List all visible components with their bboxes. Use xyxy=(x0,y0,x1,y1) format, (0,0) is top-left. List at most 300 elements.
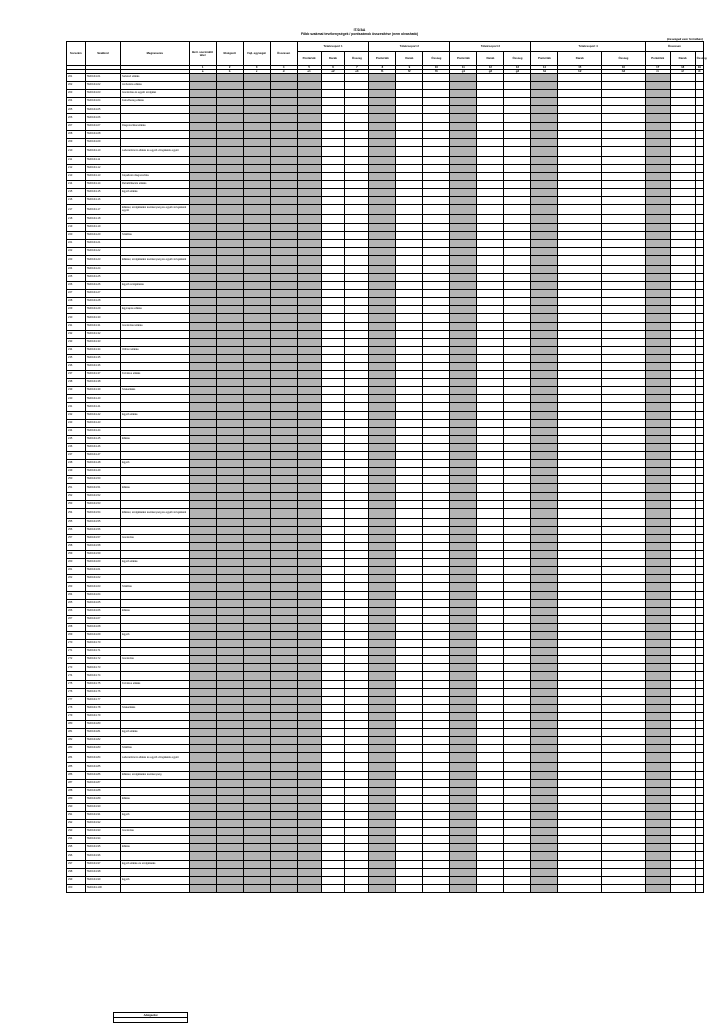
table-row xyxy=(67,559,704,567)
table-row xyxy=(67,223,704,231)
data-cell xyxy=(297,712,321,720)
row-no: 206 xyxy=(67,114,86,122)
row-code: TEDC44-35 xyxy=(85,354,120,362)
data-cell xyxy=(297,122,321,130)
data-cell xyxy=(558,443,602,451)
data-cell xyxy=(189,98,216,106)
data-cell xyxy=(369,255,396,265)
data-cell xyxy=(243,346,270,354)
data-cell xyxy=(396,273,423,281)
data-cell xyxy=(531,231,558,239)
data-cell xyxy=(645,737,670,745)
data-cell xyxy=(450,371,477,379)
data-cell xyxy=(369,534,396,542)
data-cell xyxy=(558,223,602,231)
data-cell xyxy=(189,664,216,672)
data-cell xyxy=(602,181,646,189)
data-cell xyxy=(297,623,321,631)
data-cell xyxy=(450,876,477,884)
data-cell xyxy=(369,640,396,648)
row-code: TEDC44-90 xyxy=(85,803,120,811)
header-egyedi-4: Összesen xyxy=(270,42,297,66)
data-cell xyxy=(216,534,243,542)
row-code: TEDC44-77 xyxy=(85,696,120,704)
data-cell xyxy=(450,247,477,255)
data-cell xyxy=(270,680,297,688)
data-cell xyxy=(531,876,558,884)
data-cell xyxy=(369,583,396,591)
column-number: 9 xyxy=(396,66,423,70)
data-cell xyxy=(504,656,531,664)
data-cell xyxy=(670,828,695,836)
data-cell xyxy=(645,860,670,868)
data-cell xyxy=(216,468,243,476)
row-code: TEDC44-06 xyxy=(85,114,120,122)
data-cell xyxy=(369,138,396,146)
data-cell xyxy=(531,468,558,476)
data-cell xyxy=(423,852,450,860)
data-cell xyxy=(345,164,369,172)
data-cell xyxy=(645,680,670,688)
data-cell xyxy=(321,599,345,607)
data-cell xyxy=(396,844,423,852)
data-cell xyxy=(243,737,270,745)
data-cell xyxy=(189,460,216,468)
table-row xyxy=(67,696,704,704)
data-cell xyxy=(602,836,646,844)
data-cell xyxy=(396,583,423,591)
column-number: 6 xyxy=(321,66,345,70)
data-cell xyxy=(189,330,216,338)
data-cell xyxy=(645,205,670,215)
data-cell xyxy=(270,607,297,615)
data-cell xyxy=(558,884,602,892)
row-code: TEDC44-29 xyxy=(85,306,120,314)
data-cell xyxy=(345,298,369,306)
data-cell xyxy=(602,492,646,500)
data-cell xyxy=(531,542,558,550)
data-cell xyxy=(504,844,531,852)
table-row xyxy=(67,632,704,640)
document-title: IT/2/AA xyxy=(353,28,366,32)
data-cell xyxy=(558,771,602,779)
row-name: Gondozás xyxy=(121,656,190,664)
header-sub: Pontérték xyxy=(369,52,396,66)
column-number: 19 xyxy=(695,66,703,70)
data-cell xyxy=(602,411,646,419)
data-cell xyxy=(450,74,477,82)
data-cell xyxy=(297,354,321,362)
data-cell xyxy=(695,623,703,631)
data-cell xyxy=(558,146,602,156)
data-cell xyxy=(477,868,504,876)
data-cell xyxy=(531,363,558,371)
data-cell xyxy=(558,567,602,575)
data-cell xyxy=(602,599,646,607)
data-cell xyxy=(270,346,297,354)
data-cell xyxy=(695,607,703,615)
data-cell xyxy=(645,729,670,737)
data-cell xyxy=(531,395,558,403)
data-cell xyxy=(345,106,369,114)
data-cell xyxy=(369,745,396,753)
data-cell xyxy=(645,74,670,82)
data-cell xyxy=(189,712,216,720)
data-cell xyxy=(243,90,270,98)
row-code: TEDC44-60 xyxy=(85,559,120,567)
data-cell xyxy=(602,146,646,156)
table-row xyxy=(67,656,704,664)
data-cell xyxy=(369,106,396,114)
row-name: Gondozás xyxy=(121,534,190,542)
data-cell xyxy=(602,468,646,476)
data-cell xyxy=(297,476,321,484)
data-cell xyxy=(345,534,369,542)
data-cell xyxy=(477,500,504,508)
data-cell xyxy=(558,189,602,197)
data-cell xyxy=(216,98,243,106)
row-name xyxy=(121,223,190,231)
data-cell xyxy=(423,181,450,189)
data-cell xyxy=(670,173,695,181)
data-cell xyxy=(396,712,423,720)
data-cell xyxy=(270,411,297,419)
data-cell xyxy=(423,371,450,379)
data-cell xyxy=(477,460,504,468)
data-cell xyxy=(531,860,558,868)
data-cell xyxy=(602,205,646,215)
data-cell xyxy=(396,632,423,640)
data-cell xyxy=(423,156,450,164)
data-cell xyxy=(369,403,396,411)
data-cell xyxy=(558,354,602,362)
table-row xyxy=(67,803,704,811)
data-cell xyxy=(189,273,216,281)
data-cell xyxy=(504,868,531,876)
row-name xyxy=(121,443,190,451)
row-code: TEDC44-63 xyxy=(85,583,120,591)
data-cell xyxy=(531,255,558,265)
data-cell xyxy=(243,205,270,215)
data-cell xyxy=(645,106,670,114)
data-cell xyxy=(423,265,450,273)
data-cell xyxy=(396,664,423,672)
data-cell xyxy=(270,542,297,550)
data-cell xyxy=(369,395,396,403)
data-cell xyxy=(297,330,321,338)
data-cell xyxy=(695,615,703,623)
data-cell xyxy=(531,90,558,98)
data-cell xyxy=(558,640,602,648)
data-cell xyxy=(477,615,504,623)
data-cell xyxy=(297,138,321,146)
row-name xyxy=(121,298,190,306)
data-cell xyxy=(321,575,345,583)
data-cell xyxy=(531,371,558,379)
row-code: TEDC44-38 xyxy=(85,379,120,387)
data-cell xyxy=(270,90,297,98)
data-cell xyxy=(396,346,423,354)
data-cell xyxy=(321,508,345,518)
data-cell xyxy=(270,330,297,338)
data-cell xyxy=(216,771,243,779)
data-cell xyxy=(602,164,646,172)
data-cell xyxy=(189,753,216,763)
data-cell xyxy=(602,559,646,567)
table-row xyxy=(67,90,704,98)
data-cell xyxy=(297,559,321,567)
data-cell xyxy=(216,656,243,664)
data-cell xyxy=(321,852,345,860)
column-letter: h3 xyxy=(602,70,646,74)
data-cell xyxy=(396,354,423,362)
data-cell xyxy=(396,106,423,114)
row-no: 230 xyxy=(67,314,86,322)
data-cell xyxy=(423,282,450,290)
data-cell xyxy=(216,231,243,239)
data-cell xyxy=(450,156,477,164)
data-cell xyxy=(645,591,670,599)
data-cell xyxy=(531,729,558,737)
row-name: Egyéb ellátás és szolgáltatás xyxy=(121,860,190,868)
data-cell xyxy=(396,460,423,468)
data-cell xyxy=(270,518,297,526)
data-cell xyxy=(297,696,321,704)
data-cell xyxy=(477,354,504,362)
data-cell xyxy=(504,468,531,476)
data-cell xyxy=(450,559,477,567)
row-no: 285 xyxy=(67,763,86,771)
data-cell xyxy=(602,745,646,753)
data-cell xyxy=(504,427,531,435)
row-name: Fekvőbeteg ellátás xyxy=(121,98,190,106)
data-cell xyxy=(345,615,369,623)
header-sub: Pontérték xyxy=(645,52,670,66)
data-cell xyxy=(695,452,703,460)
data-cell xyxy=(645,427,670,435)
data-cell xyxy=(189,828,216,836)
data-cell xyxy=(297,680,321,688)
data-cell xyxy=(396,803,423,811)
data-cell xyxy=(695,704,703,712)
row-no: 217 xyxy=(67,205,86,215)
data-cell xyxy=(645,820,670,828)
data-cell xyxy=(645,745,670,753)
data-cell xyxy=(450,223,477,231)
data-cell xyxy=(695,868,703,876)
data-cell xyxy=(602,753,646,763)
data-cell xyxy=(243,122,270,130)
column-letter: h2 xyxy=(558,70,602,74)
data-cell xyxy=(602,74,646,82)
row-name xyxy=(121,215,190,223)
column-number: 3 xyxy=(243,66,270,70)
table-row xyxy=(67,247,704,255)
data-cell xyxy=(345,559,369,567)
data-cell xyxy=(189,575,216,583)
data-cell xyxy=(531,787,558,795)
data-cell xyxy=(558,795,602,803)
data-cell xyxy=(243,282,270,290)
data-cell xyxy=(558,476,602,484)
table-row xyxy=(67,884,704,892)
data-cell xyxy=(670,688,695,696)
data-cell xyxy=(423,534,450,542)
data-cell xyxy=(369,680,396,688)
data-cell xyxy=(558,173,602,181)
data-cell xyxy=(504,828,531,836)
data-cell xyxy=(423,779,450,787)
data-cell xyxy=(297,265,321,273)
data-cell xyxy=(396,122,423,130)
data-cell xyxy=(695,526,703,534)
data-cell xyxy=(189,156,216,164)
data-cell xyxy=(270,615,297,623)
data-cell xyxy=(477,403,504,411)
data-cell xyxy=(297,844,321,852)
row-code: TEDC44-65 xyxy=(85,599,120,607)
data-cell xyxy=(602,664,646,672)
data-cell xyxy=(602,672,646,680)
data-cell xyxy=(345,623,369,631)
data-cell xyxy=(321,721,345,729)
data-cell xyxy=(396,164,423,172)
data-cell xyxy=(216,130,243,138)
data-cell xyxy=(189,403,216,411)
data-cell xyxy=(321,130,345,138)
data-cell xyxy=(645,273,670,281)
data-cell xyxy=(531,156,558,164)
data-cell xyxy=(243,403,270,411)
header-megnevezes: Megnevezés xyxy=(121,42,190,66)
data-cell xyxy=(345,599,369,607)
data-cell xyxy=(396,753,423,763)
data-cell xyxy=(670,852,695,860)
data-cell xyxy=(602,435,646,443)
row-no: 299 xyxy=(67,876,86,884)
data-cell xyxy=(504,500,531,508)
data-cell xyxy=(321,98,345,106)
data-cell xyxy=(243,712,270,720)
row-name: Szállítás xyxy=(121,231,190,239)
row-name xyxy=(121,696,190,704)
row-code: TEDC44-18 xyxy=(85,215,120,223)
row-code: TEDC44-13 xyxy=(85,173,120,181)
data-cell xyxy=(321,811,345,819)
data-cell xyxy=(670,599,695,607)
row-no: 276 xyxy=(67,688,86,696)
row-code: TEDC44-02 xyxy=(85,82,120,90)
data-cell xyxy=(477,787,504,795)
data-cell xyxy=(216,615,243,623)
data-cell xyxy=(504,599,531,607)
data-cell xyxy=(423,460,450,468)
data-cell xyxy=(345,721,369,729)
row-no: 271 xyxy=(67,648,86,656)
data-cell xyxy=(558,664,602,672)
data-cell xyxy=(450,403,477,411)
row-code: TEDC44-80 xyxy=(85,721,120,729)
row-no: 283 xyxy=(67,745,86,753)
data-cell xyxy=(270,197,297,205)
data-cell xyxy=(243,721,270,729)
row-no: 251 xyxy=(67,484,86,492)
row-code: TEDC44-54 xyxy=(85,508,120,518)
data-cell xyxy=(602,419,646,427)
data-cell xyxy=(423,607,450,615)
data-cell xyxy=(558,114,602,122)
row-no: 294 xyxy=(67,836,86,844)
data-cell xyxy=(670,745,695,753)
table-row xyxy=(67,492,704,500)
data-cell xyxy=(423,860,450,868)
data-cell xyxy=(423,223,450,231)
data-cell xyxy=(369,508,396,518)
data-cell xyxy=(477,704,504,712)
data-cell xyxy=(670,338,695,346)
data-cell xyxy=(450,205,477,215)
data-cell xyxy=(396,282,423,290)
data-cell xyxy=(189,363,216,371)
data-cell xyxy=(270,836,297,844)
data-cell xyxy=(695,500,703,508)
column-letter: e2 xyxy=(321,70,345,74)
data-cell xyxy=(670,306,695,314)
data-cell xyxy=(216,371,243,379)
data-cell xyxy=(531,346,558,354)
data-cell xyxy=(297,282,321,290)
data-cell xyxy=(216,664,243,672)
table-row xyxy=(67,395,704,403)
data-cell xyxy=(450,346,477,354)
data-cell xyxy=(243,443,270,451)
data-cell xyxy=(189,484,216,492)
data-cell xyxy=(504,247,531,255)
data-cell xyxy=(450,476,477,484)
data-cell xyxy=(396,672,423,680)
header-szakkod: Szakkód xyxy=(85,42,120,66)
data-cell xyxy=(345,290,369,298)
row-code: TEDC44-49 xyxy=(85,468,120,476)
data-cell xyxy=(695,330,703,338)
data-cell xyxy=(270,255,297,265)
data-cell xyxy=(531,632,558,640)
data-cell xyxy=(297,737,321,745)
data-cell xyxy=(297,197,321,205)
data-cell xyxy=(602,290,646,298)
data-cell xyxy=(189,852,216,860)
data-cell xyxy=(423,664,450,672)
data-cell xyxy=(369,696,396,704)
row-code: TEDC44-64 xyxy=(85,591,120,599)
data-cell xyxy=(477,729,504,737)
data-cell xyxy=(423,435,450,443)
data-cell xyxy=(297,656,321,664)
data-cell xyxy=(345,844,369,852)
data-cell xyxy=(345,868,369,876)
data-cell xyxy=(645,852,670,860)
data-cell xyxy=(450,868,477,876)
data-cell xyxy=(270,476,297,484)
data-cell xyxy=(243,811,270,819)
data-cell xyxy=(602,395,646,403)
data-cell xyxy=(345,712,369,720)
row-name: Egynapos ellátás xyxy=(121,306,190,314)
data-cell xyxy=(216,787,243,795)
data-cell xyxy=(531,526,558,534)
data-cell xyxy=(477,820,504,828)
data-cell xyxy=(189,811,216,819)
